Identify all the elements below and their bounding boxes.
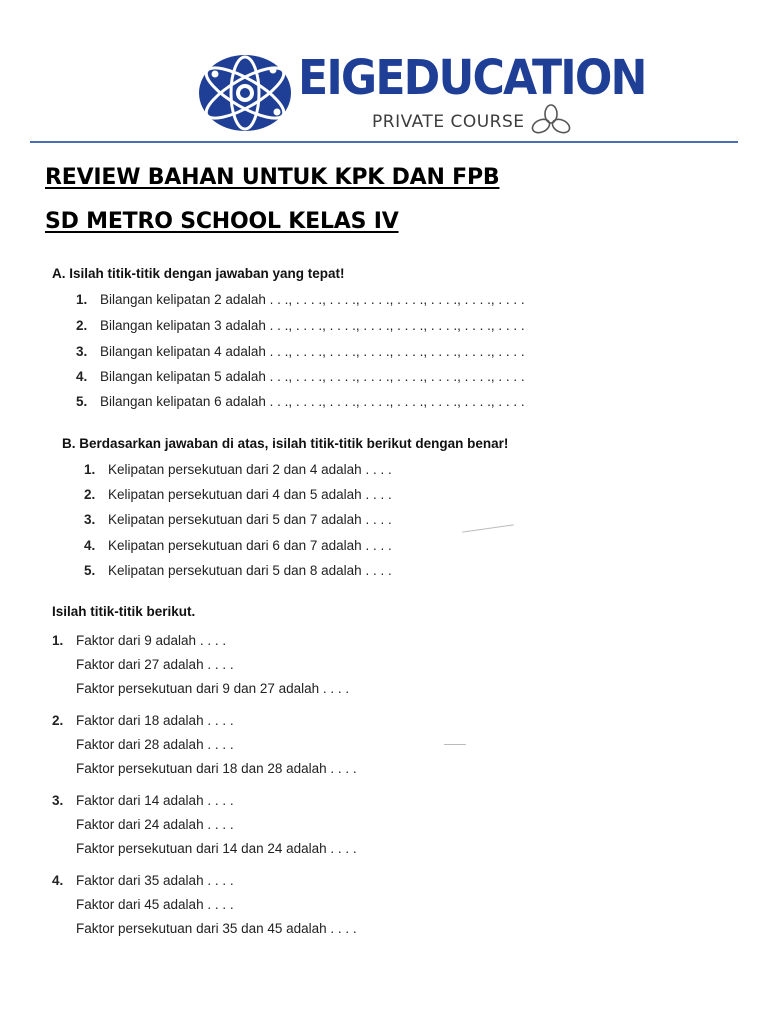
item-text: Kelipatan persekutuan dari 5 dan 8 adalah . . . . [108, 563, 392, 578]
section-c-heading: Isilah titik-titik berikut. [52, 604, 196, 619]
item-number: 5. [76, 394, 88, 409]
list-item: Faktor persekutuan dari 18 dan 28 adalah . . . . [76, 761, 357, 776]
item-number: 2. [76, 318, 88, 333]
item-text: Faktor dari 18 adalah . . . . [76, 713, 234, 728]
item-number: 3. [84, 512, 96, 527]
list-item [84, 538, 392, 553]
item-text: Kelipatan persekutuan dari 2 dan 4 adalah . . . . [108, 462, 392, 477]
item-number: 1. [52, 633, 64, 648]
list-item: Faktor persekutuan dari 14 dan 24 adalah . . . . [76, 841, 357, 856]
item-text: Bilangan kelipatan 2 adalah . . ., . . . ., . . . ., . . . ., . . . ., . . . ., . . . ., . . . . [100, 292, 525, 307]
item-text: Faktor dari 14 adalah . . . . [76, 793, 234, 808]
item-number: 4. [76, 369, 88, 384]
scan-mark [462, 524, 514, 532]
list-item: Faktor dari 27 adalah . . . . [76, 657, 234, 672]
item-number: 1. [76, 292, 88, 307]
list-item [84, 512, 392, 527]
list-item: Faktor dari 24 adalah . . . . [76, 817, 234, 832]
section-b-heading: B. Berdasarkan jawaban di atas, isilah titik-titik berikut dengan benar! [62, 436, 509, 451]
item-number: 1. [84, 462, 96, 477]
list-item [52, 713, 234, 728]
item-text: Bilangan kelipatan 4 adalah . . ., . . . ., . . . ., . . . ., . . . ., . . . ., . . . ., . . . . [100, 344, 525, 359]
section-a-heading: A. Isilah titik-titik dengan jawaban yang tepat! [52, 266, 345, 281]
brand-subtitle: PRIVATE COURSE [372, 112, 525, 132]
header-divider [30, 141, 738, 143]
scan-mark [444, 744, 466, 745]
item-number: 2. [84, 487, 96, 502]
item-text: Kelipatan persekutuan dari 6 dan 7 adalah . . . . [108, 538, 392, 553]
item-number: 3. [52, 793, 64, 808]
item-number: 2. [52, 713, 64, 728]
flower-ornament-icon [530, 104, 572, 140]
list-item [76, 292, 525, 307]
item-number: 5. [84, 563, 96, 578]
list-item: Faktor persekutuan dari 9 dan 27 adalah . . . . [76, 681, 350, 696]
item-text: Bilangan kelipatan 5 adalah . . ., . . . ., . . . ., . . . ., . . . ., . . . ., . . . ., . . . . [100, 369, 525, 384]
list-item [76, 394, 525, 409]
document-title: REVIEW BAHAN UNTUK KPK DAN FPB [45, 165, 500, 190]
list-item [76, 369, 525, 384]
list-item: Faktor dari 28 adalah . . . . [76, 737, 234, 752]
list-item [84, 563, 392, 578]
list-item [84, 487, 392, 502]
list-item: Faktor dari 45 adalah . . . . [76, 897, 234, 912]
list-item [76, 344, 525, 359]
item-text: Faktor dari 9 adalah . . . . [76, 633, 227, 648]
item-text: Bilangan kelipatan 6 adalah . . ., . . . ., . . . ., . . . ., . . . ., . . . ., . . . ., . . . . [100, 394, 525, 409]
item-text: Kelipatan persekutuan dari 5 dan 7 adalah . . . . [108, 512, 392, 527]
globe-atom-logo-icon [195, 52, 295, 134]
header [0, 40, 768, 140]
brand-name: EIGEDUCATION [298, 50, 646, 106]
item-text: Kelipatan persekutuan dari 4 dan 5 adalah . . . . [108, 487, 392, 502]
list-item [52, 793, 234, 808]
item-text: Bilangan kelipatan 3 adalah . . ., . . . ., . . . ., . . . ., . . . ., . . . ., . . . ., . . . . [100, 318, 525, 333]
document-subtitle: SD METRO SCHOOL KELAS IV [45, 209, 399, 234]
item-text: Faktor dari 35 adalah . . . . [76, 873, 234, 888]
item-number: 3. [76, 344, 88, 359]
list-item [76, 318, 525, 333]
list-item [52, 873, 234, 888]
list-item [52, 633, 226, 648]
item-number: 4. [84, 538, 96, 553]
list-item [84, 462, 392, 477]
item-number: 4. [52, 873, 64, 888]
list-item: Faktor persekutuan dari 35 dan 45 adalah . . . . [76, 921, 357, 936]
